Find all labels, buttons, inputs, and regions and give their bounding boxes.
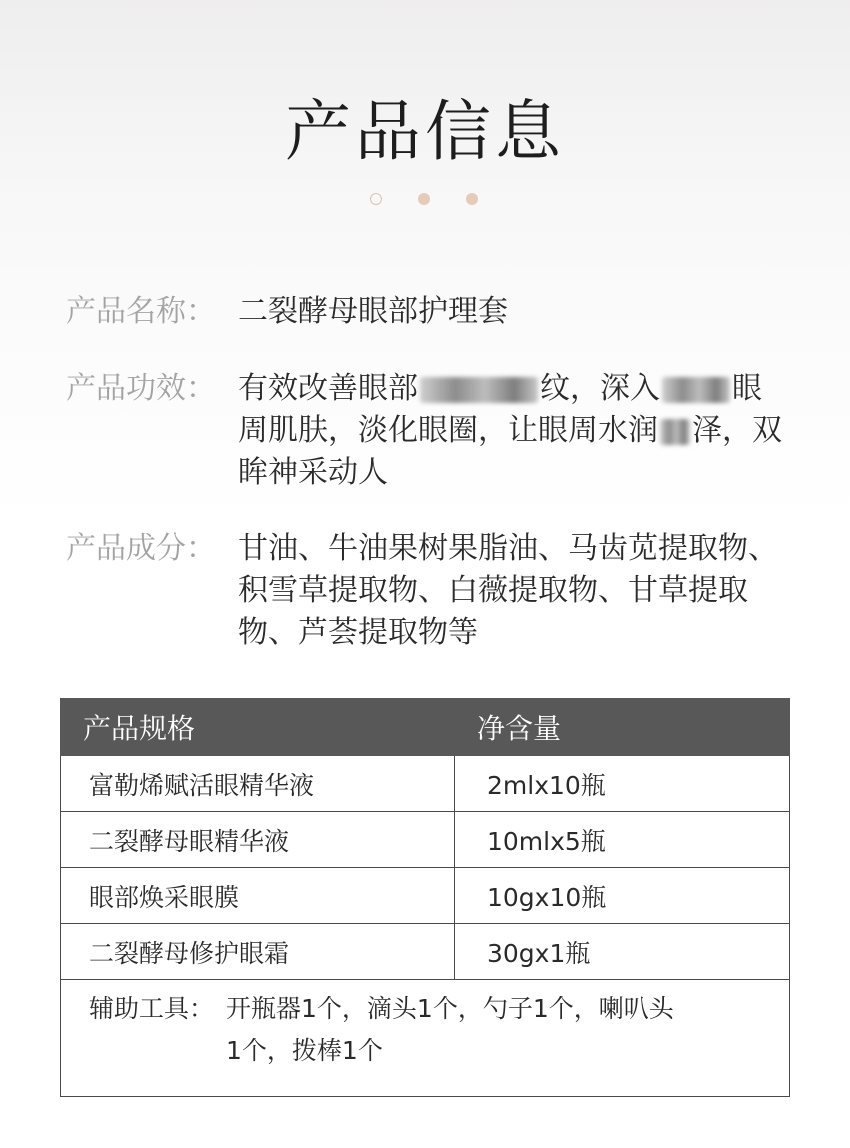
info-value: 二裂酵母眼部护理套 [238,294,508,329]
info-value: 甘油、牛油果树果脂油、马齿苋提取物、积雪草提取物、白薇提取物、甘草提取物、芦荟提取物等 [238,531,778,650]
info-label: 产品功效： [66,371,216,406]
info-label: 产品名称： [66,294,216,329]
table-cell-spec: 二裂酵母眼精华液 [61,812,455,868]
dot-filled-icon [418,193,430,205]
table-header-volume: 净含量 [455,699,790,756]
table-cell-volume: 10gx10瓶 [455,868,790,924]
table-cell-spec: 眼部焕采眼膜 [61,868,455,924]
info-text: 纹，深入 [540,371,660,406]
blurred-text [420,377,538,403]
info-label: 产品成分： [66,531,216,566]
table-header-spec: 产品规格 [61,699,455,756]
table-row [61,812,790,868]
page-title: 产品信息 [285,93,565,170]
info-text: 眼周肌肤，淡化眼圈，让眼周水润 [238,371,762,448]
info-value [238,368,786,494]
table-header-row [61,699,790,756]
table-row [61,924,790,980]
table-cell-volume: 10mlx5瓶 [455,812,790,868]
tools-value: 开瓶器1个，滴头1个，勺子1个，喇叭头1个，拨棒1个 [226,994,674,1065]
decorative-dots [370,193,480,207]
table-row [61,756,790,812]
table-cell-volume: 30gx1瓶 [455,924,790,980]
info-text: 泽，双眸神采动人 [238,413,782,490]
table-row-tools [61,980,790,1097]
blurred-text [660,419,690,445]
dot-filled-icon [466,193,478,205]
table-cell-spec: 二裂酵母修护眼霜 [61,924,455,980]
info-text: 有效改善眼部 [238,371,418,406]
table-cell-spec: 富勒烯赋活眼精华液 [61,756,455,812]
spec-table [60,698,790,1097]
table-cell-volume: 2mlx10瓶 [455,756,790,812]
blurred-text [662,377,730,403]
table-cell-tools [61,980,790,1097]
tools-label: 辅助工具： [89,994,215,1023]
table-row [61,868,790,924]
dot-outline-icon [370,193,382,205]
